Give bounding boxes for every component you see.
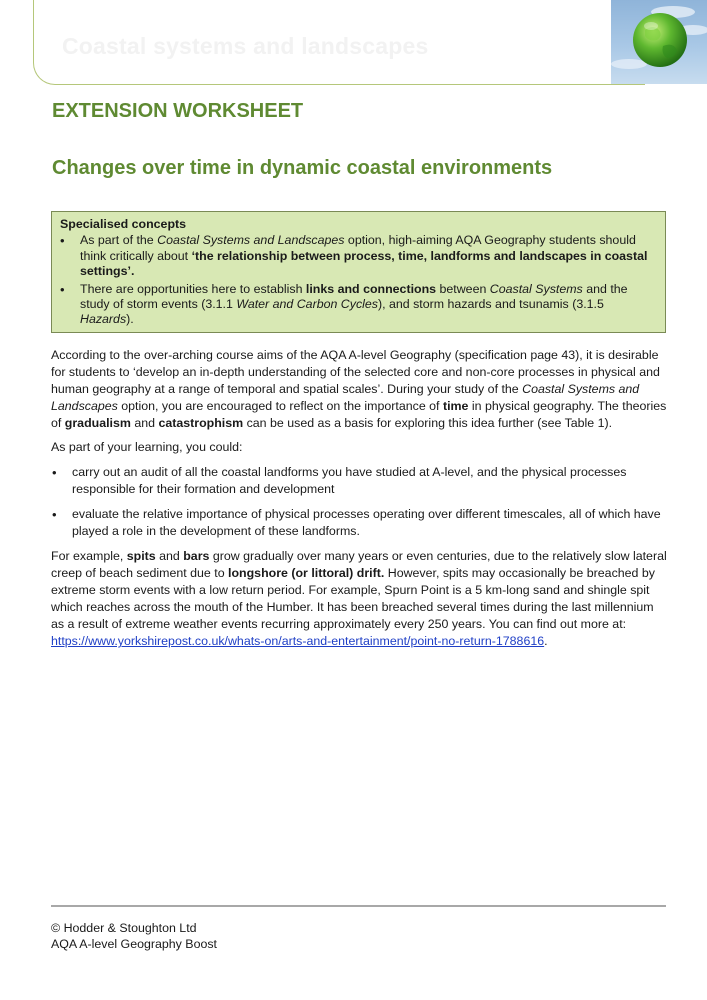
globe-icon [611, 0, 707, 84]
text: between [436, 281, 490, 296]
text-bold: gradualism [64, 416, 131, 431]
page-heading: Changes over time in dynamic coastal environments [52, 157, 553, 179]
publication-line: AQA A-level Geography Boost [51, 937, 217, 951]
text: and [130, 416, 159, 431]
text-bold: ‘the relationship between process, time, landforms and landscapes in coastal settings’. [80, 248, 648, 279]
text-bold: spits [126, 548, 156, 563]
worksheet-label: EXTENSION WORKSHEET [52, 100, 304, 122]
text-bold: catastrophism [158, 416, 244, 431]
text: There are opportunities here to establish [80, 281, 306, 296]
text-italic: Water and Carbon Cycles [236, 297, 378, 312]
text-italic: Coastal Systems and Landscapes [157, 233, 345, 248]
text: For example, [51, 548, 127, 563]
copyright-line: © Hodder & Stoughton Ltd [51, 921, 197, 935]
concepts-item [60, 233, 657, 279]
paragraph: As part of your learning, you could: [51, 440, 243, 455]
text-bold: links and connections [305, 281, 437, 296]
list-item: • evaluate the relative importance of physical processes operating over different timescales, all of which have played a role in the development of these landforms. [51, 506, 669, 540]
text: ), and storm hazards and tsunamis (3.1.5 [377, 297, 604, 312]
paragraph [51, 548, 669, 651]
text: ). [126, 312, 134, 327]
learning-list [51, 464, 669, 540]
concepts-list [60, 233, 657, 327]
text: According to the over-arching course aims of the AQA A-level Geography (specification page 43), it is desirable for students to ‘develop an in-depth understanding of the selected core and non-core processes in physical and human geography at a range of temporal and spatial scales’. During your study of the [51, 348, 660, 397]
text-italic: Coastal Systems [489, 281, 583, 296]
text: However, spits may occasionally be breached by extreme storm events with a low return period. For example, Spurn Point is a 5 km-long sand and shingle spit which reaches across the mouth of the Humber. It has been breached several times during the last millennium as a result of extreme weather events recurring approximately every 250 years. You can find out more at: [51, 566, 655, 632]
concepts-item [60, 282, 657, 328]
header-title: Coastal systems and landscapes [62, 33, 429, 59]
text: grow gradually over many years or even centuries, due to the relatively slow lateral creep of beach sediment due to [51, 548, 667, 581]
list-item: • carry out an audit of all the coastal landforms you have studied at A-level, and the physical processes responsible for their formation and development [51, 464, 669, 498]
specialised-concepts-box [51, 211, 666, 333]
text-bold: time [442, 399, 469, 414]
body-text [51, 347, 669, 658]
text: and [155, 548, 184, 563]
text: in physical geography. The theories of [51, 399, 667, 431]
text-bold: longshore (or littoral) drift. [228, 566, 385, 581]
concepts-title: Specialised concepts [60, 217, 187, 231]
footer [51, 920, 217, 952]
text: can be used as a basis for exploring this idea further (see Table 1). [243, 416, 613, 431]
text: option, high-aiming AQA Geography students should think critically about [80, 233, 636, 263]
text: and the study of storm events (3.1.1 [80, 281, 628, 312]
text: As part of the [80, 233, 158, 248]
text-bold: bars [183, 548, 210, 563]
paragraph [51, 347, 669, 432]
text: . [544, 634, 548, 649]
text-italic: Coastal Systems and Landscapes [51, 382, 640, 414]
text-italic: Hazards [80, 312, 127, 327]
text: option, you are encouraged to reflect on the importance of [117, 399, 443, 414]
footer-divider [51, 905, 666, 907]
yorkshire-post-link[interactable]: https://www.yorkshirepost.co.uk/whats-on/arts-and-entertainment/point-no-return-1788616 [51, 634, 545, 649]
